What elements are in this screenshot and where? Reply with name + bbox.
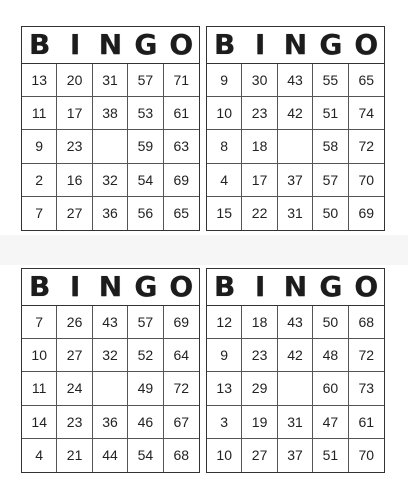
header-letter: I: [254, 28, 266, 61]
header-letter: O: [354, 270, 379, 303]
number-cell: 60: [313, 372, 348, 405]
number-cell: 55: [313, 64, 348, 97]
bingo-header: [22, 27, 199, 64]
number-cell: 10: [207, 439, 242, 472]
number-cell: 21: [57, 439, 92, 472]
number-cell: 9: [207, 64, 242, 97]
header-letter: O: [354, 28, 379, 61]
number-cell: 30: [242, 64, 277, 97]
number-cell: 51: [313, 439, 348, 472]
bingo-card-3: [21, 268, 200, 473]
number-cell: 7: [22, 306, 57, 339]
number-cell: 57: [128, 64, 163, 97]
number-cell: 69: [164, 306, 199, 339]
number-cell: 54: [128, 164, 163, 197]
free-space-cell: [93, 372, 128, 405]
number-cell: 2: [22, 164, 57, 197]
header-letter: O: [169, 270, 194, 303]
free-space-cell: [93, 130, 128, 163]
number-cell: 57: [128, 306, 163, 339]
header-letter: G: [134, 28, 158, 61]
number-cell: 3: [207, 406, 242, 439]
number-cell: 17: [242, 164, 277, 197]
header-letter: G: [319, 28, 343, 61]
number-cell: 43: [278, 64, 313, 97]
number-cell: 68: [349, 306, 384, 339]
number-cell: 8: [207, 130, 242, 163]
number-cell: 43: [278, 306, 313, 339]
divider-band: [0, 235, 408, 265]
number-grid: [22, 306, 199, 472]
number-cell: 69: [164, 164, 199, 197]
header-letter: I: [69, 28, 81, 61]
number-cell: 59: [128, 130, 163, 163]
number-cell: 47: [313, 406, 348, 439]
number-cell: 38: [93, 97, 128, 130]
number-grid: [22, 64, 199, 230]
number-cell: 10: [207, 97, 242, 130]
number-cell: 27: [242, 439, 277, 472]
number-cell: 50: [313, 197, 348, 230]
number-cell: 29: [242, 372, 277, 405]
number-grid: [207, 64, 384, 230]
number-cell: 63: [164, 130, 199, 163]
number-cell: 73: [349, 372, 384, 405]
number-cell: 12: [207, 306, 242, 339]
number-cell: 19: [242, 406, 277, 439]
header-letter: N: [98, 270, 123, 303]
number-cell: 46: [128, 406, 163, 439]
number-cell: 17: [57, 97, 92, 130]
number-cell: 23: [57, 130, 92, 163]
number-cell: 51: [313, 97, 348, 130]
number-cell: 18: [242, 306, 277, 339]
number-cell: 36: [93, 406, 128, 439]
bingo-header: [207, 269, 384, 306]
number-cell: 68: [173, 447, 190, 464]
number-cell: 72: [349, 339, 384, 372]
header-letter: B: [214, 28, 236, 61]
number-cell: 16: [57, 164, 92, 197]
number-cell: 13: [22, 64, 57, 97]
number-cell: 31: [278, 197, 313, 230]
number-cell: 74: [349, 97, 384, 130]
number-cell: 44: [93, 439, 128, 472]
header-letter: B: [29, 28, 51, 61]
number-cell: 18: [242, 130, 277, 163]
number-cell: 24: [57, 372, 92, 405]
number-cell: 69: [358, 205, 375, 222]
header-letter: O: [169, 28, 194, 61]
header-letter: I: [254, 270, 266, 303]
header-letter: B: [214, 270, 236, 303]
header-letter: B: [29, 270, 51, 303]
number-cell: 42: [278, 339, 313, 372]
number-cell: 37: [278, 164, 313, 197]
number-cell: 7: [22, 197, 57, 230]
number-cell: 49: [128, 372, 163, 405]
number-cell: 53: [128, 97, 163, 130]
number-cell: 54: [128, 439, 163, 472]
number-cell: 56: [128, 197, 163, 230]
number-cell: 42: [278, 97, 313, 130]
header-letter: I: [69, 270, 81, 303]
number-cell: 72: [164, 372, 199, 405]
number-cell: 15: [207, 197, 242, 230]
number-cell: 27: [57, 339, 92, 372]
number-cell: 48: [313, 339, 348, 372]
number-cell: 23: [57, 406, 92, 439]
bingo-header: [22, 269, 199, 306]
number-cell: 23: [242, 97, 277, 130]
bingo-card-4: [206, 268, 385, 473]
free-space-cell: [278, 372, 313, 405]
number-grid: [207, 306, 384, 472]
number-cell: 64: [164, 339, 199, 372]
number-cell: 13: [207, 372, 242, 405]
number-cell: 11: [22, 97, 57, 130]
number-cell: 70: [358, 447, 375, 464]
number-cell: 43: [93, 306, 128, 339]
header-letter: G: [134, 270, 158, 303]
number-cell: 57: [313, 164, 348, 197]
number-cell: 4: [22, 439, 57, 472]
number-cell: 65: [349, 64, 384, 97]
number-cell: 67: [164, 406, 199, 439]
number-cell: 22: [242, 197, 277, 230]
number-cell: 36: [93, 197, 128, 230]
number-cell: 71: [164, 64, 199, 97]
number-cell: 20: [57, 64, 92, 97]
number-cell: 23: [242, 339, 277, 372]
number-cell: 31: [278, 406, 313, 439]
number-cell: 65: [173, 205, 190, 222]
number-cell: 11: [22, 372, 57, 405]
bingo-header: [207, 27, 384, 64]
number-cell: 61: [349, 406, 384, 439]
header-letter: N: [98, 28, 123, 61]
bingo-card-2: [206, 26, 385, 231]
bingo-card-1: [21, 26, 200, 231]
number-cell: 26: [57, 306, 92, 339]
number-cell: 52: [128, 339, 163, 372]
number-cell: 4: [207, 164, 242, 197]
number-cell: 32: [93, 339, 128, 372]
number-cell: 58: [313, 130, 348, 163]
number-cell: 61: [164, 97, 199, 130]
number-cell: 32: [93, 164, 128, 197]
number-cell: 31: [93, 64, 128, 97]
free-space-cell: [278, 130, 313, 163]
number-cell: 72: [349, 130, 384, 163]
number-cell: 14: [22, 406, 57, 439]
number-cell: 70: [349, 164, 384, 197]
number-cell: 10: [22, 339, 57, 372]
header-letter: N: [283, 270, 308, 303]
number-cell: 9: [22, 130, 57, 163]
header-letter: N: [283, 28, 308, 61]
number-cell: 37: [278, 439, 313, 472]
number-cell: 50: [313, 306, 348, 339]
number-cell: 27: [57, 197, 92, 230]
header-letter: G: [319, 270, 343, 303]
number-cell: 9: [207, 339, 242, 372]
